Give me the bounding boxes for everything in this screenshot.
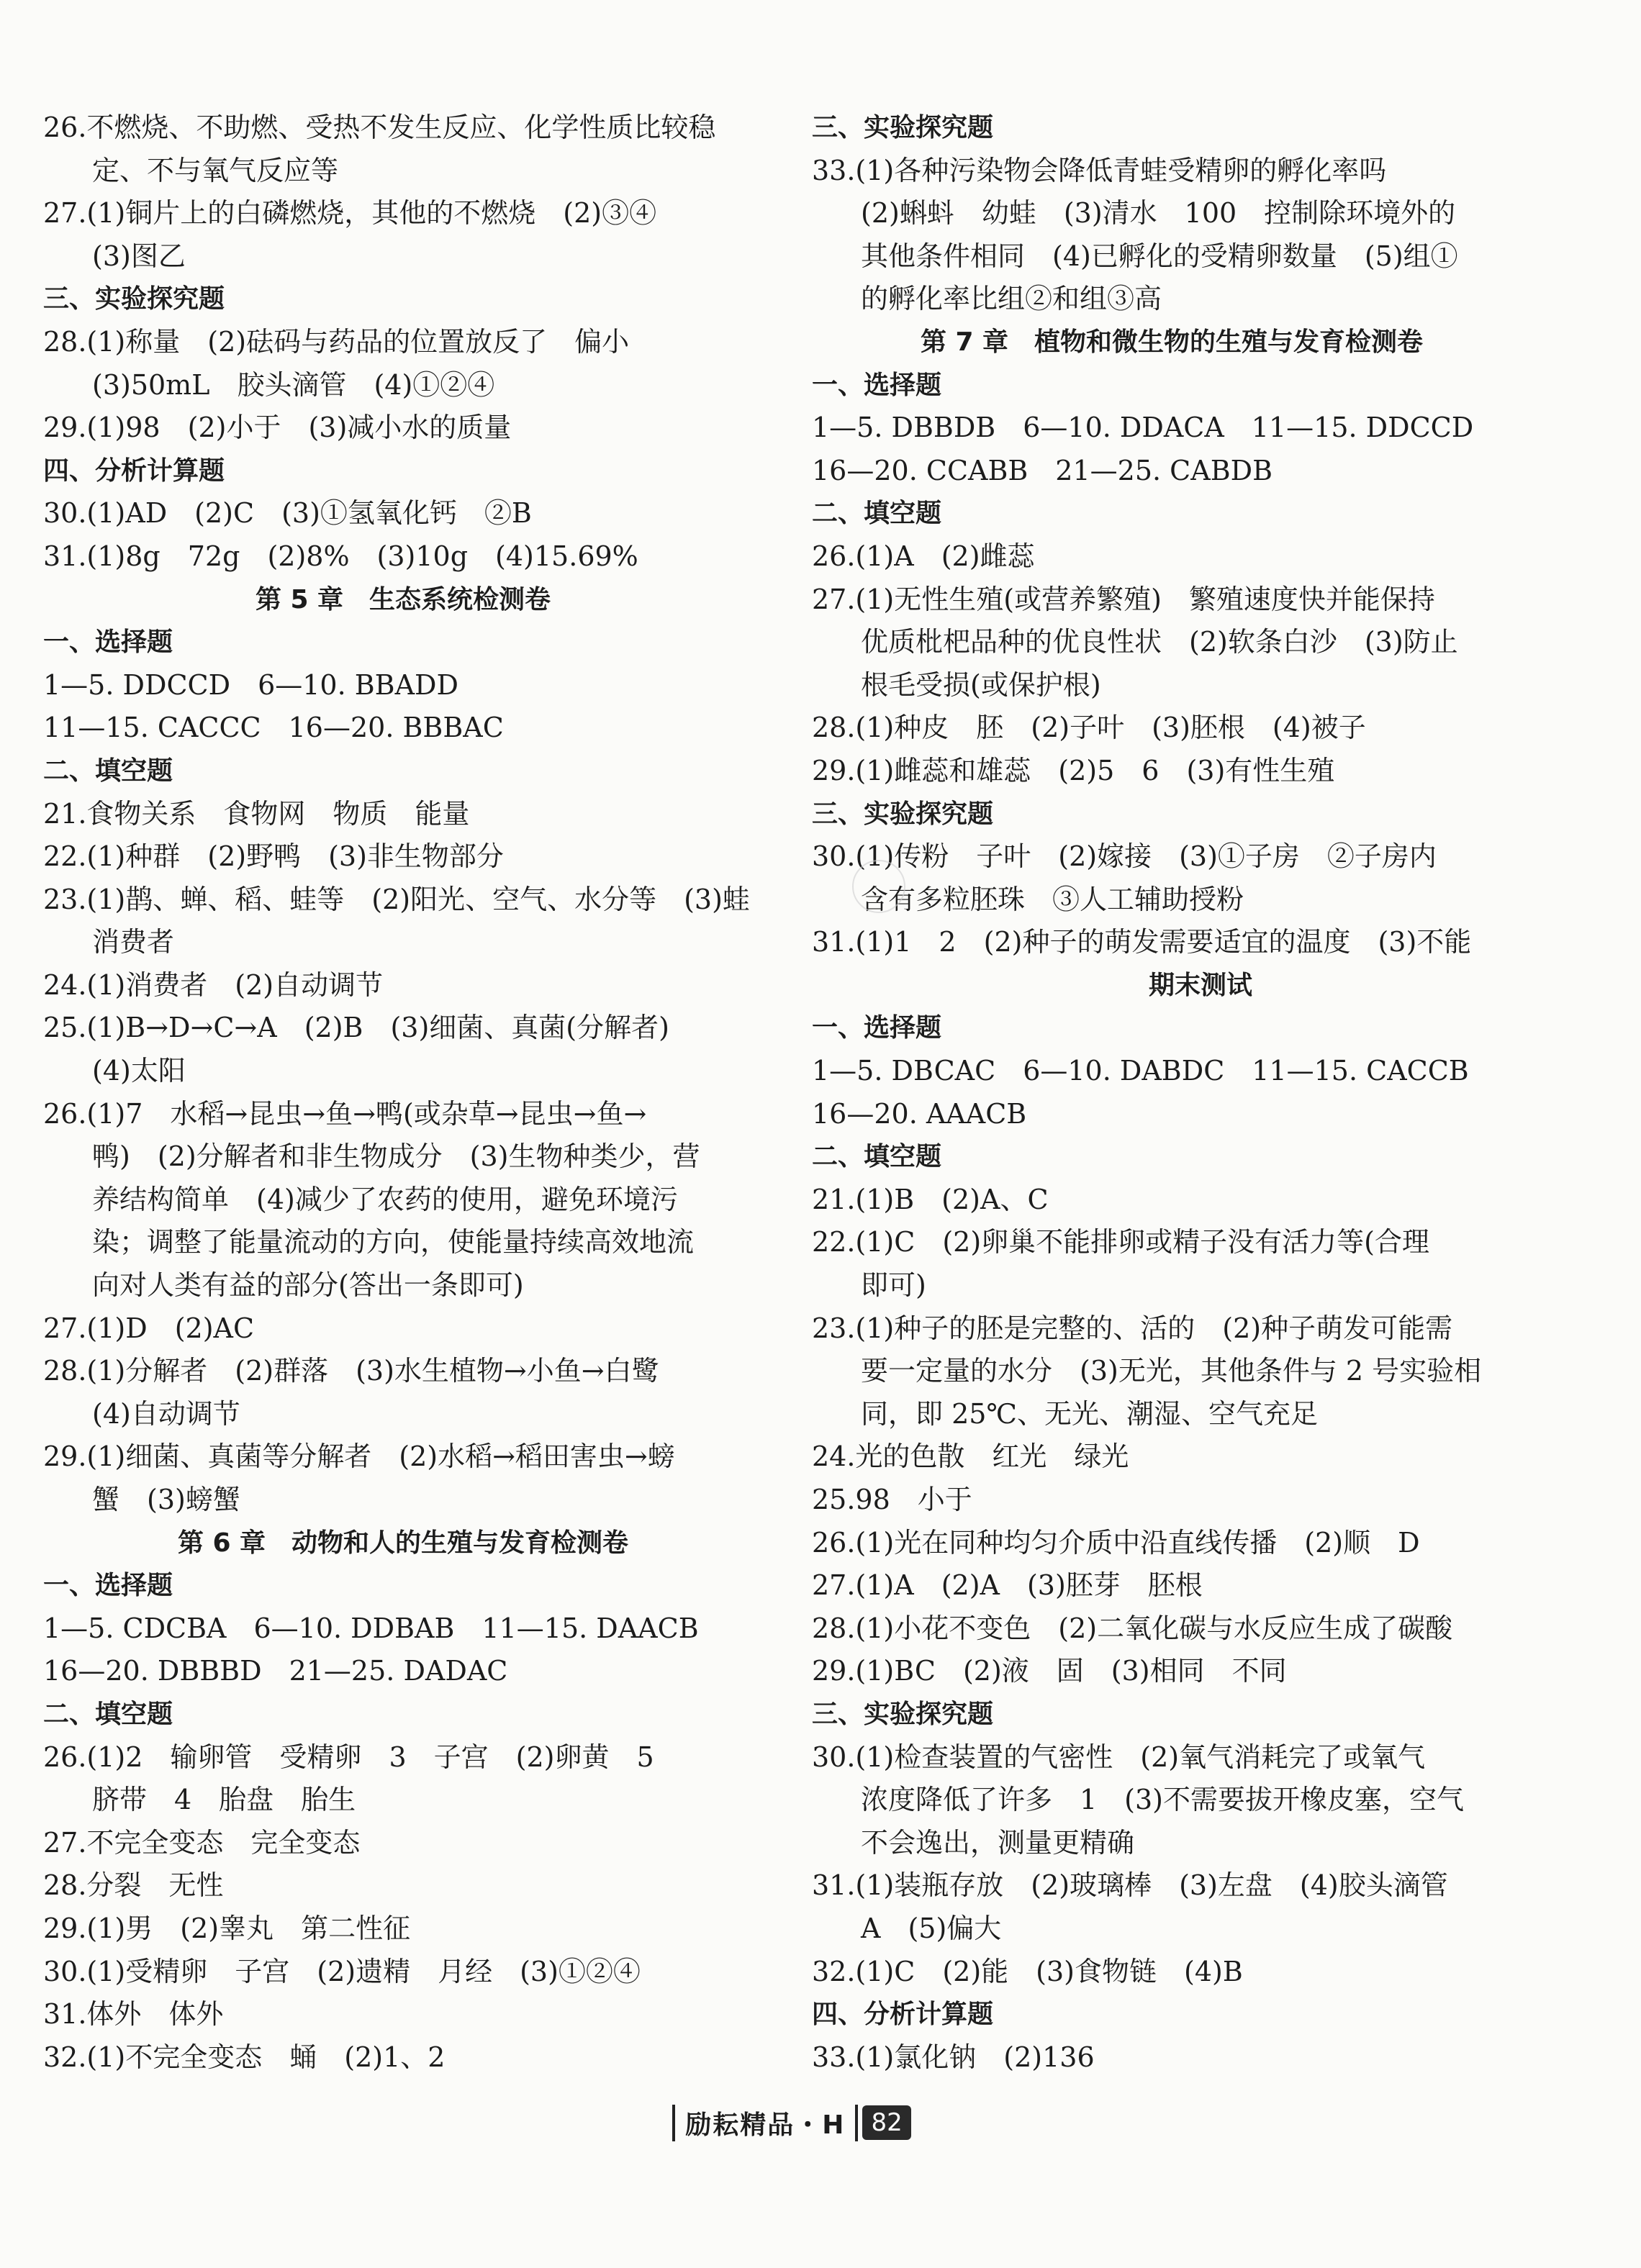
- chapter-title: 第 6 章 动物和人的生殖与发育检测卷: [177, 1528, 629, 1558]
- answer-line: 优质枇杷品种的优良性状 (2)软条白沙 (3)防止: [861, 626, 1458, 658]
- answer-line: 养结构简单 (4)减少了农药的使用，避免环境污: [92, 1183, 678, 1215]
- answer-line: 26.(1)光在同种均匀介质中沿直线传播 (2)顺 D: [812, 1526, 1420, 1559]
- answer-line: (4)太阳: [92, 1055, 186, 1087]
- answer-line: (3)50mL 胶头滴管 (4)①②④: [92, 368, 495, 401]
- answer-line: 蟹 (3)螃蟹: [92, 1484, 240, 1515]
- chapter-title: 期末测试: [1148, 970, 1252, 1000]
- answer-line: 1—5. DBBDB 6—10. DDACA 11—15. DDCCD: [812, 412, 1474, 444]
- section-heading: 二、填空题: [812, 499, 942, 529]
- answer-line: 24.(1)消费者 (2)自动调节: [43, 969, 384, 1001]
- answer-line: 含有多粒胚珠 ③人工辅助授粉: [861, 883, 1244, 915]
- section-heading: 四、分析计算题: [43, 455, 225, 486]
- answer-line: 22.(1)C (2)卵巢不能排卵或精子没有活力等(合理: [812, 1226, 1429, 1258]
- answer-line: 29.(1)雌蕊和雄蕊 (2)5 6 (3)有性生殖: [812, 754, 1335, 786]
- section-heading: 二、填空题: [43, 1699, 173, 1729]
- answer-line: 1—5. DDCCD 6—10. BBADD: [43, 668, 458, 701]
- page-number: 82: [862, 2105, 910, 2140]
- answer-line: 26.(1)2 输卵管 受精卵 3 子宫 (2)卵黄 5: [43, 1741, 654, 1773]
- page-footer: [648, 2094, 936, 2151]
- right-column: [812, 106, 1532, 2079]
- answer-line: 27.(1)铜片上的白磷燃烧，其他的不燃烧 (2)③④: [43, 197, 657, 230]
- answer-line: 27.(1)A (2)A (3)胚芽 胚根: [812, 1569, 1203, 1602]
- section-heading: 四、分析计算题: [812, 2000, 994, 2030]
- section-heading: 一、选择题: [43, 627, 173, 658]
- answer-line: 29.(1)男 (2)睾丸 第二性征: [43, 1912, 411, 1944]
- answer-line: 21.食物关系 食物网 物质 能量: [43, 797, 470, 830]
- answer-line: 21.(1)B (2)A、C: [812, 1183, 1049, 1215]
- answer-line: 定、不与氧气反应等: [92, 154, 339, 186]
- answer-line: 22.(1)种群 (2)野鸭 (3)非生物部分: [43, 840, 504, 873]
- answer-line: (4)自动调节: [92, 1397, 240, 1430]
- answer-line: 的孵化率比组②和组③高: [861, 283, 1162, 315]
- answer-line: 32.(1)不完全变态 蛹 (2)1、2: [43, 2041, 446, 2073]
- answer-line: 29.(1)BC (2)液 固 (3)相同 不同: [812, 1655, 1287, 1687]
- answer-line: 1—5. DBCAC 6—10. DABDC 11—15. CACCB: [812, 1055, 1469, 1087]
- section-heading: 三、实验探究题: [812, 1699, 994, 1729]
- answer-line: 30.(1)传粉 子叶 (2)嫁接 (3)①子房 ②子房内: [812, 840, 1437, 873]
- answer-line: 23.(1)种子的胚是完整的、活的 (2)种子萌发可能需: [812, 1312, 1453, 1344]
- answer-line: 根毛受损(或保护根): [861, 668, 1101, 701]
- answer-line: 28.(1)分解者 (2)群落 (3)水生植物→小鱼→白鹭: [43, 1355, 659, 1387]
- answer-line: 30.(1)AD (2)C (3)①氢氧化钙 ②B: [43, 497, 532, 530]
- answer-line: 同，即 25℃、无光、潮湿、空气充足: [861, 1397, 1318, 1430]
- answer-line: 即可): [861, 1269, 926, 1302]
- answer-line: 16—20. AAACB: [812, 1097, 1027, 1130]
- answer-line: 向对人类有益的部分(答出一条即可): [92, 1269, 524, 1302]
- answer-line: 28.(1)小花不变色 (2)二氧化碳与水反应生成了碳酸: [812, 1612, 1453, 1644]
- answer-line: 33.(1)氯化钠 (2)136: [812, 2041, 1095, 2073]
- answer-line: 31.体外 体外: [43, 1998, 224, 2031]
- answer-line: 28.(1)种皮 胚 (2)子叶 (3)胚根 (4)被子: [812, 712, 1366, 744]
- answer-line: 33.(1)各种污染物会降低青蛙受精卵的孵化率吗: [812, 154, 1387, 186]
- answer-line: 26.(1)A (2)雌蕊: [812, 540, 1035, 572]
- answer-line: 25.(1)B→D→C→A (2)B (3)细菌、真菌(分解者): [43, 1012, 669, 1044]
- answer-line: 25.98 小于: [812, 1484, 972, 1515]
- footer-brand: 励耘精品・H: [672, 2105, 858, 2141]
- answer-line: 11—15. CACCC 16—20. BBBAC: [43, 712, 504, 744]
- answer-line: 24.光的色散 红光 绿光: [812, 1441, 1129, 1473]
- answer-line: 31.(1)装瓶存放 (2)玻璃棒 (3)左盘 (4)胶头滴管: [812, 1869, 1448, 1902]
- answer-line: 30.(1)检查装置的气密性 (2)氧气消耗完了或氧气: [812, 1741, 1426, 1773]
- chapter-title: 第 7 章 植物和微生物的生殖与发育检测卷: [920, 327, 1424, 357]
- answer-line: 31.(1)1 2 (2)种子的萌发需要适宜的温度 (3)不能: [812, 926, 1472, 958]
- answer-line: 23.(1)鹊、蝉、稻、蛙等 (2)阳光、空气、水分等 (3)蛙: [43, 883, 750, 915]
- answer-line: 16—20. CCABB 21—25. CABDB: [812, 454, 1273, 486]
- section-heading: 一、选择题: [812, 1013, 942, 1043]
- answer-line: 其他条件相同 (4)已孵化的受精卵数量 (5)组①: [861, 240, 1458, 272]
- answer-line: 27.(1)无性生殖(或营养繁殖) 繁殖速度快并能保持: [812, 583, 1435, 615]
- answer-line: 脐带 4 胎盘 胎生: [92, 1784, 356, 1816]
- section-heading: 三、实验探究题: [812, 799, 994, 829]
- answer-line: 1—5. CDCBA 6—10. DDBAB 11—15. DAACB: [43, 1612, 699, 1644]
- answer-line: 31.(1)8g 72g (2)8% (3)10g (4)15.69%: [43, 540, 638, 572]
- left-column: [43, 106, 763, 2079]
- answer-line: 27.(1)D (2)AC: [43, 1312, 255, 1344]
- answer-line: A (5)偏大: [861, 1912, 1002, 1944]
- answer-line: (3)图乙: [92, 240, 186, 272]
- section-heading: 二、填空题: [812, 1142, 942, 1172]
- answer-line: (2)蝌蚪 幼蛙 (3)清水 100 控制除环境外的: [861, 197, 1456, 230]
- answer-line: 要一定量的水分 (3)无光，其他条件与 2 号实验相: [861, 1355, 1482, 1387]
- answer-line: 鸭) (2)分解者和非生物成分 (3)生物种类少，营: [92, 1140, 700, 1173]
- section-heading: 二、填空题: [43, 756, 173, 786]
- answer-line: 32.(1)C (2)能 (3)食物链 (4)B: [812, 1955, 1243, 1987]
- section-heading: 三、实验探究题: [812, 113, 994, 142]
- answer-line: 染；调整了能量流动的方向，使能量持续高效地流: [92, 1226, 695, 1258]
- answer-line: 29.(1)98 (2)小于 (3)减小水的质量: [43, 412, 512, 444]
- answer-line: 28.(1)称量 (2)砝码与药品的位置放反了 偏小: [43, 325, 630, 358]
- answer-line: 30.(1)受精卵 子宫 (2)遗精 月经 (3)①②④: [43, 1955, 641, 1987]
- answer-line: 消费者: [92, 926, 175, 958]
- answer-line: 29.(1)细菌、真菌等分解者 (2)水稻→稻田害虫→螃: [43, 1441, 675, 1473]
- watermark-stamp: [852, 860, 905, 913]
- answer-line: 不会逸出，测量更精确: [861, 1826, 1135, 1859]
- answer-line: 27.不完全变态 完全变态: [43, 1826, 361, 1859]
- section-heading: 一、选择题: [812, 370, 942, 400]
- section-heading: 三、实验探究题: [43, 284, 225, 314]
- answer-line: 26.(1)7 水稻→昆虫→鱼→鸭(或杂草→昆虫→鱼→: [43, 1097, 647, 1130]
- answer-line: 浓度降低了许多 1 (3)不需要拔开橡皮塞，空气: [861, 1784, 1465, 1816]
- chapter-title: 第 5 章 生态系统检测卷: [255, 584, 551, 614]
- section-heading: 一、选择题: [43, 1571, 173, 1601]
- answer-line: 28.分裂 无性: [43, 1869, 224, 1902]
- answer-line: 16—20. DBBBD 21—25. DADAC: [43, 1655, 508, 1687]
- answer-line: 26.不燃烧、不助燃、受热不发生反应、化学性质比较稳: [43, 112, 716, 143]
